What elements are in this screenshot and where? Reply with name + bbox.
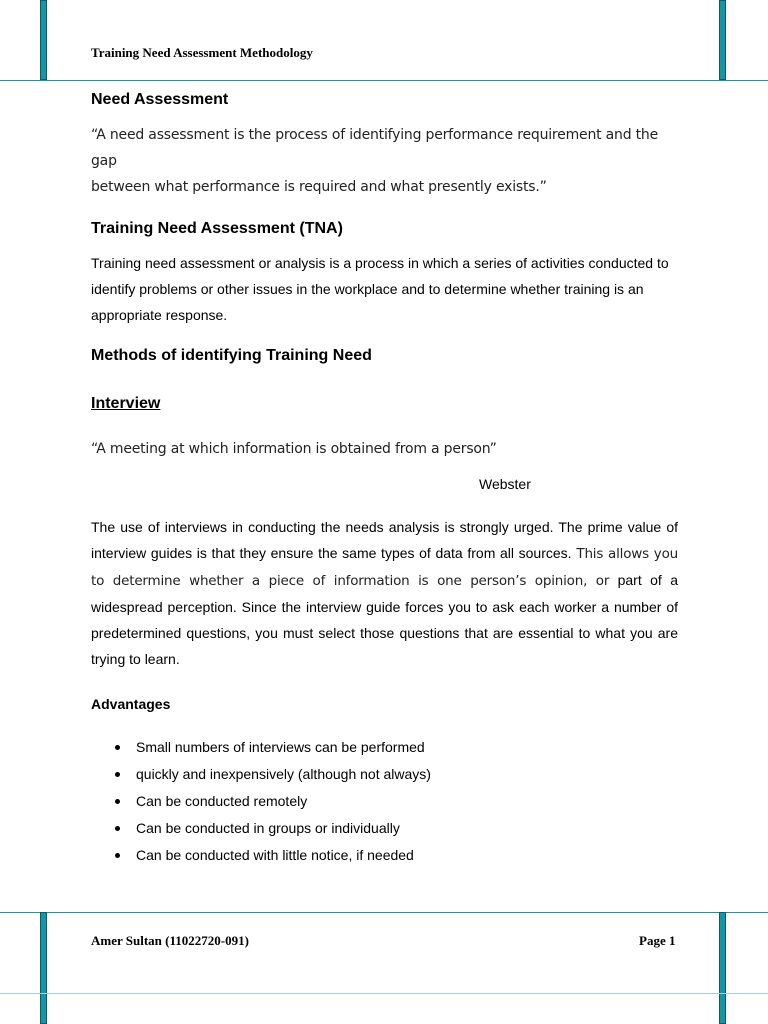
header-rule [0, 80, 768, 81]
heading-advantages: Advantages [91, 696, 171, 712]
heading-tna: Training Need Assessment (TNA) [91, 220, 343, 237]
need-assessment-quote-line-2: between what performance is required and what presently exists.” [91, 179, 547, 195]
interview-paragraph-part-3: part of a widespread perception. Since the interview guide forces you to ask each worker a number of predetermined questions, you must select those questions that are essential to what you are trying to learn. [91, 572, 678, 667]
footer-author: Amer Sultan (11022720-091) [91, 933, 249, 948]
footer-rule-lower [0, 993, 768, 994]
footer-page-number: Page 1 [639, 933, 676, 948]
bullet-icon [115, 853, 120, 858]
list-item: Can be conducted in groups or individually [91, 815, 678, 842]
need-assessment-quote-line-1: “A need assessment is the process of identifying performance requirement and the gap [91, 127, 659, 169]
page-header-title: Training Need Assessment Methodology [91, 45, 313, 60]
interview-paragraph-part-2: This allows you to determine whether a piece of information is one person’s opinion, or [91, 546, 678, 589]
interview-attribution: Webster [479, 476, 531, 492]
list-item: Can be conducted with little notice, if needed [91, 842, 678, 869]
interview-paragraph [91, 514, 678, 672]
left-margin-bar-bottom [40, 912, 47, 1024]
advantages-list [91, 734, 678, 869]
interview-quote: “A meeting at which information is obtained from a person” [91, 441, 497, 457]
left-margin-bar-top [40, 0, 47, 80]
interview-paragraph-part-1: The use of interviews in conducting the needs analysis is strongly urged. The prime value of interview guides is that they ensure the same types of data from all sources. [91, 519, 678, 561]
heading-interview: Interview [91, 395, 161, 412]
bullet-icon [115, 799, 120, 804]
heading-need-assessment: Need Assessment [91, 91, 229, 108]
list-item: Can be conducted remotely [91, 788, 678, 815]
bullet-icon [115, 772, 120, 777]
bullet-icon [115, 826, 120, 831]
right-margin-bar-bottom [719, 912, 726, 1024]
heading-methods: Methods of identifying Training Need [91, 347, 372, 364]
footer-rule [0, 912, 768, 913]
list-item: Small numbers of interviews can be performed [91, 734, 678, 761]
right-margin-bar-top [719, 0, 726, 80]
bullet-icon [115, 745, 120, 750]
document-body [91, 88, 678, 869]
list-item: quickly and inexpensively (although not always) [91, 761, 678, 788]
tna-paragraph: Training need assessment or analysis is a process in which a series of activities conducted to identify problems or other issues in the workplace and to determine whether training is an appropriate response. [91, 255, 669, 323]
